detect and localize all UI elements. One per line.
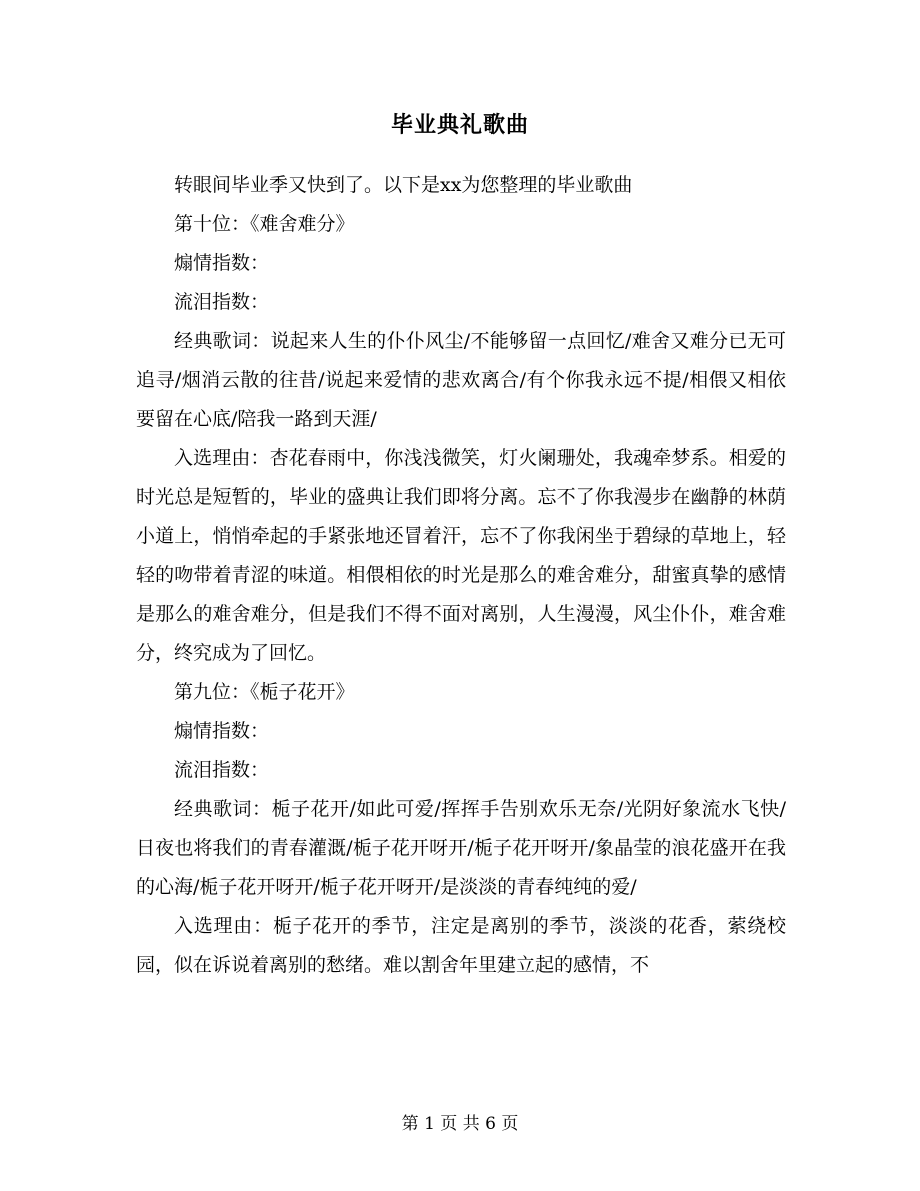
page-footer: 第 1 页 共 6 页 xyxy=(401,1114,519,1134)
document-body xyxy=(136,166,786,985)
rank-9-lyrics: 经典歌词：栀子花开/如此可爱/挥挥手告别欢乐无奈/光阴好象流水飞快/日夜也将我们的青春灌溉/栀子花开呀开/栀子花开呀开/象晶莹的浪花盛开在我的心海/栀子花开呀开/栀子花开呀开/是淡淡的青春纯纯的爱/ xyxy=(136,798,786,898)
rank-10-reason: 入选理由：杏花春雨中，你浅浅微笑，灯火阑珊处，我魂牵梦系。相爱的时光总是短暂的，毕业的盛典让我们即将分离。忘不了你我漫步在幽静的林荫小道上，悄悄牵起的手紧张地还冒着汗，忘不了你我闲坐于碧绿的草地上，轻轻的吻带着青涩的味道。相偎相依的时光是那么的难舍难分，甜蜜真挚的感情是那么的难舍难分，但是我们不得不面对离别，人生漫漫，风尘仆仆，难舍难分，终究成为了回忆。 xyxy=(136,447,786,664)
rank-10-heading: 第十位：《难舍难分》 xyxy=(174,213,355,235)
document-title: 毕业典礼歌曲 xyxy=(390,112,529,138)
rank-9-reason: 入选理由：栀子花开的季节，注定是离别的季节，淡淡的花香，萦绕校园，似在诉说着离别的愁绪。难以割舍年里建立起的感情，不 xyxy=(136,915,786,976)
rank-10-lyrics: 经典歌词：说起来人生的仆仆风尘/不能够留一点回忆/难舍又难分已无可追寻/烟消云散的往昔/说起来爱情的悲欢离合/有个你我永远不提/相偎又相依要留在心底/陪我一路到天涯/ xyxy=(136,330,786,430)
rank-10-sentiment-index: 煽情指数： xyxy=(174,252,270,274)
rank-9-tears-index: 流泪指数： xyxy=(174,759,270,781)
rank-9-heading: 第九位：《栀子花开》 xyxy=(174,681,355,703)
intro-paragraph: 转眼间毕业季又快到了。以下是xx为您整理的毕业歌曲 xyxy=(174,174,633,196)
rank-10-tears-index: 流泪指数： xyxy=(174,291,270,313)
rank-9-sentiment-index: 煽情指数： xyxy=(174,720,270,742)
